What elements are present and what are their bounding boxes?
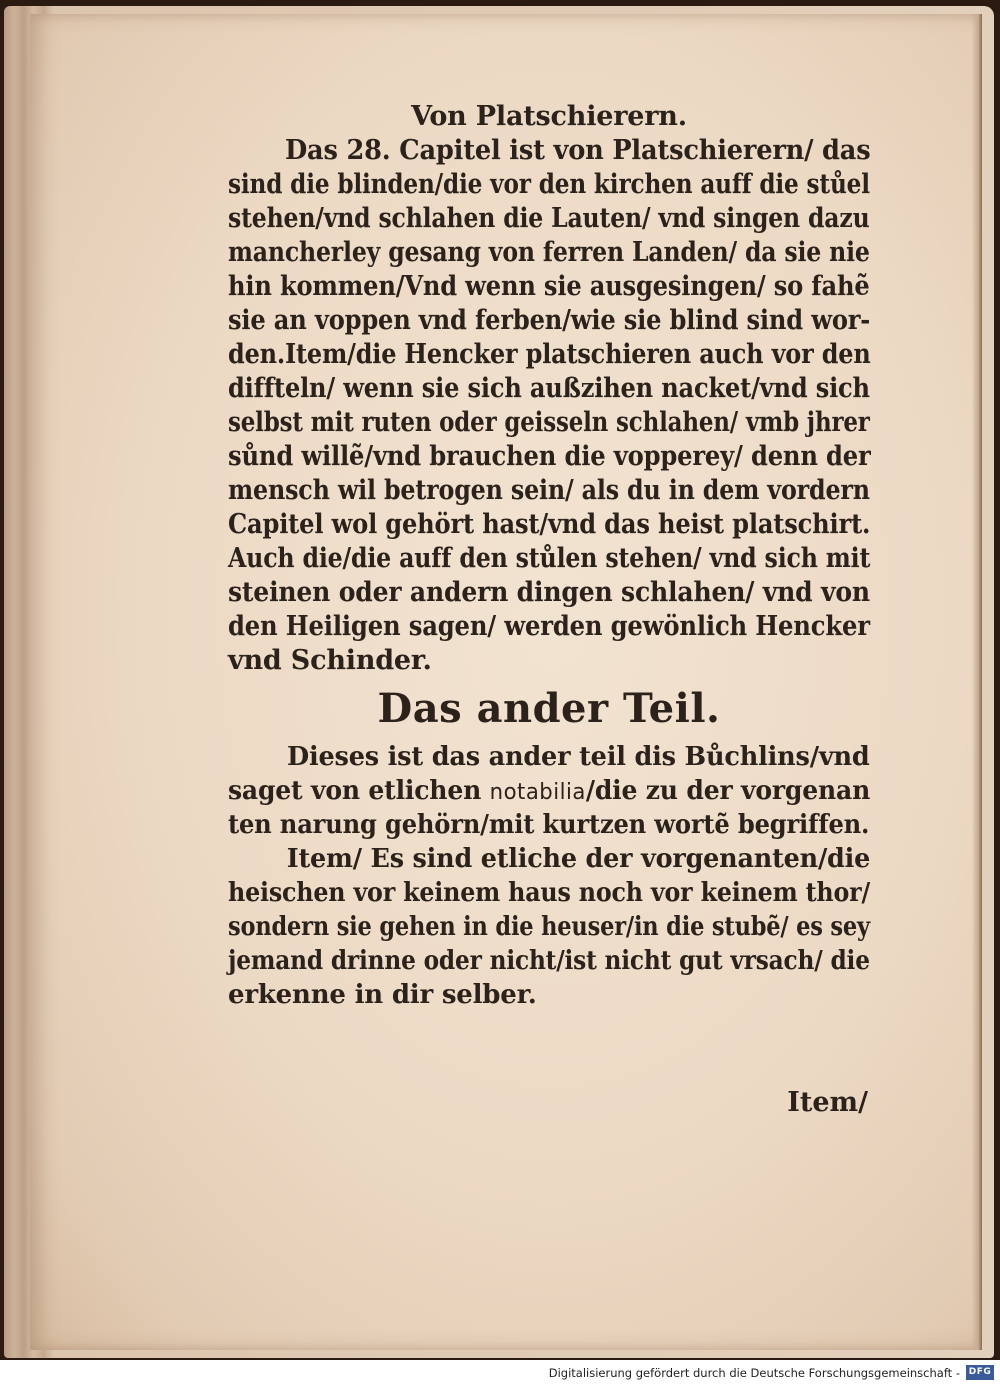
text-line-last: erkenne in dir selber. [228,980,537,1010]
main-text-block [228,100,870,1012]
text-line: Dieses ist das ander teil dis Bůchlins/vnd [286,742,870,772]
text-line: steinen oder andern dingen schlahen/ vnd von [228,577,870,608]
text-line: selbst mit ruten oder geisseln schlahen/ vmb jhrer [228,407,870,438]
text-line: stehen/vnd schlahen die Lauten/ vnd singen dazu [228,203,870,234]
text-line: hin kommen/Vnd wenn sie ausgesingen/ so fahẽ [228,271,870,302]
text-line: Item/ Es sind etliche der vorgenanten/die [286,844,871,874]
text-line-last: vnd Schinder. [228,645,432,676]
text-line: mancherley gesang von ferren Landen/ da sie nie [228,237,870,268]
dfg-logo-icon: DFG [966,1365,994,1380]
latin-word: notabilia [489,780,586,805]
footer-bar [0,1360,1000,1387]
text-line: den Heiligen sagen/ werden gewönlich Hencker [228,611,870,642]
text-line: mensch wil betrogen sein/ als du in dem vordern [228,475,870,506]
text-line-with-latin [228,774,871,808]
text-line: Auch die/die auff den stůlen stehen/ vnd sich mit [228,543,871,574]
text-line: ten narung gehörn/mit kurtzen wortẽ begriffen. [228,810,870,840]
footer-credit: Digitalisierung gefördert durch die Deutsche Forschungsgemeinschaft - [548,1366,960,1380]
text-line: sie an voppen vnd ferben/wie sie blind sind wor- [228,305,871,336]
text-line: diffteln/ wenn sie sich außzihen nacket/vnd sich [228,373,870,404]
text-line: heischen vor keinem haus noch vor keinem thor/ [228,878,870,908]
text-line: sind die blinden/die vor den kirchen auff die stůel [228,169,870,200]
text-fragment: saget von etlichen [228,776,490,806]
page-gutter-shadow [972,14,982,1350]
chapter-heading: Von Platschierern. [411,101,687,132]
text-fragment: /die zu der vorgenan [585,776,871,806]
catchword: Item/ [787,1087,868,1118]
text-line: den.Item/die Hencker platschieren auch vor den [228,339,871,370]
text-line: jemand drinne oder nicht/ist nicht gut vrsach/ die [228,946,870,976]
text-line: sondern sie gehen in die heuser/in die stubẽ/ es sey [228,912,870,942]
text-line: Capitel wol gehört hast/vnd das heist platschirt. [228,509,871,540]
section-text-block [228,740,870,1012]
section-heading: Das ander Teil. [377,685,721,732]
text-line: sůnd willẽ/vnd brauchen die vopperey/ denn der [228,441,871,472]
text-line: Das 28. Capitel ist von Platschierern/ das [285,135,871,166]
